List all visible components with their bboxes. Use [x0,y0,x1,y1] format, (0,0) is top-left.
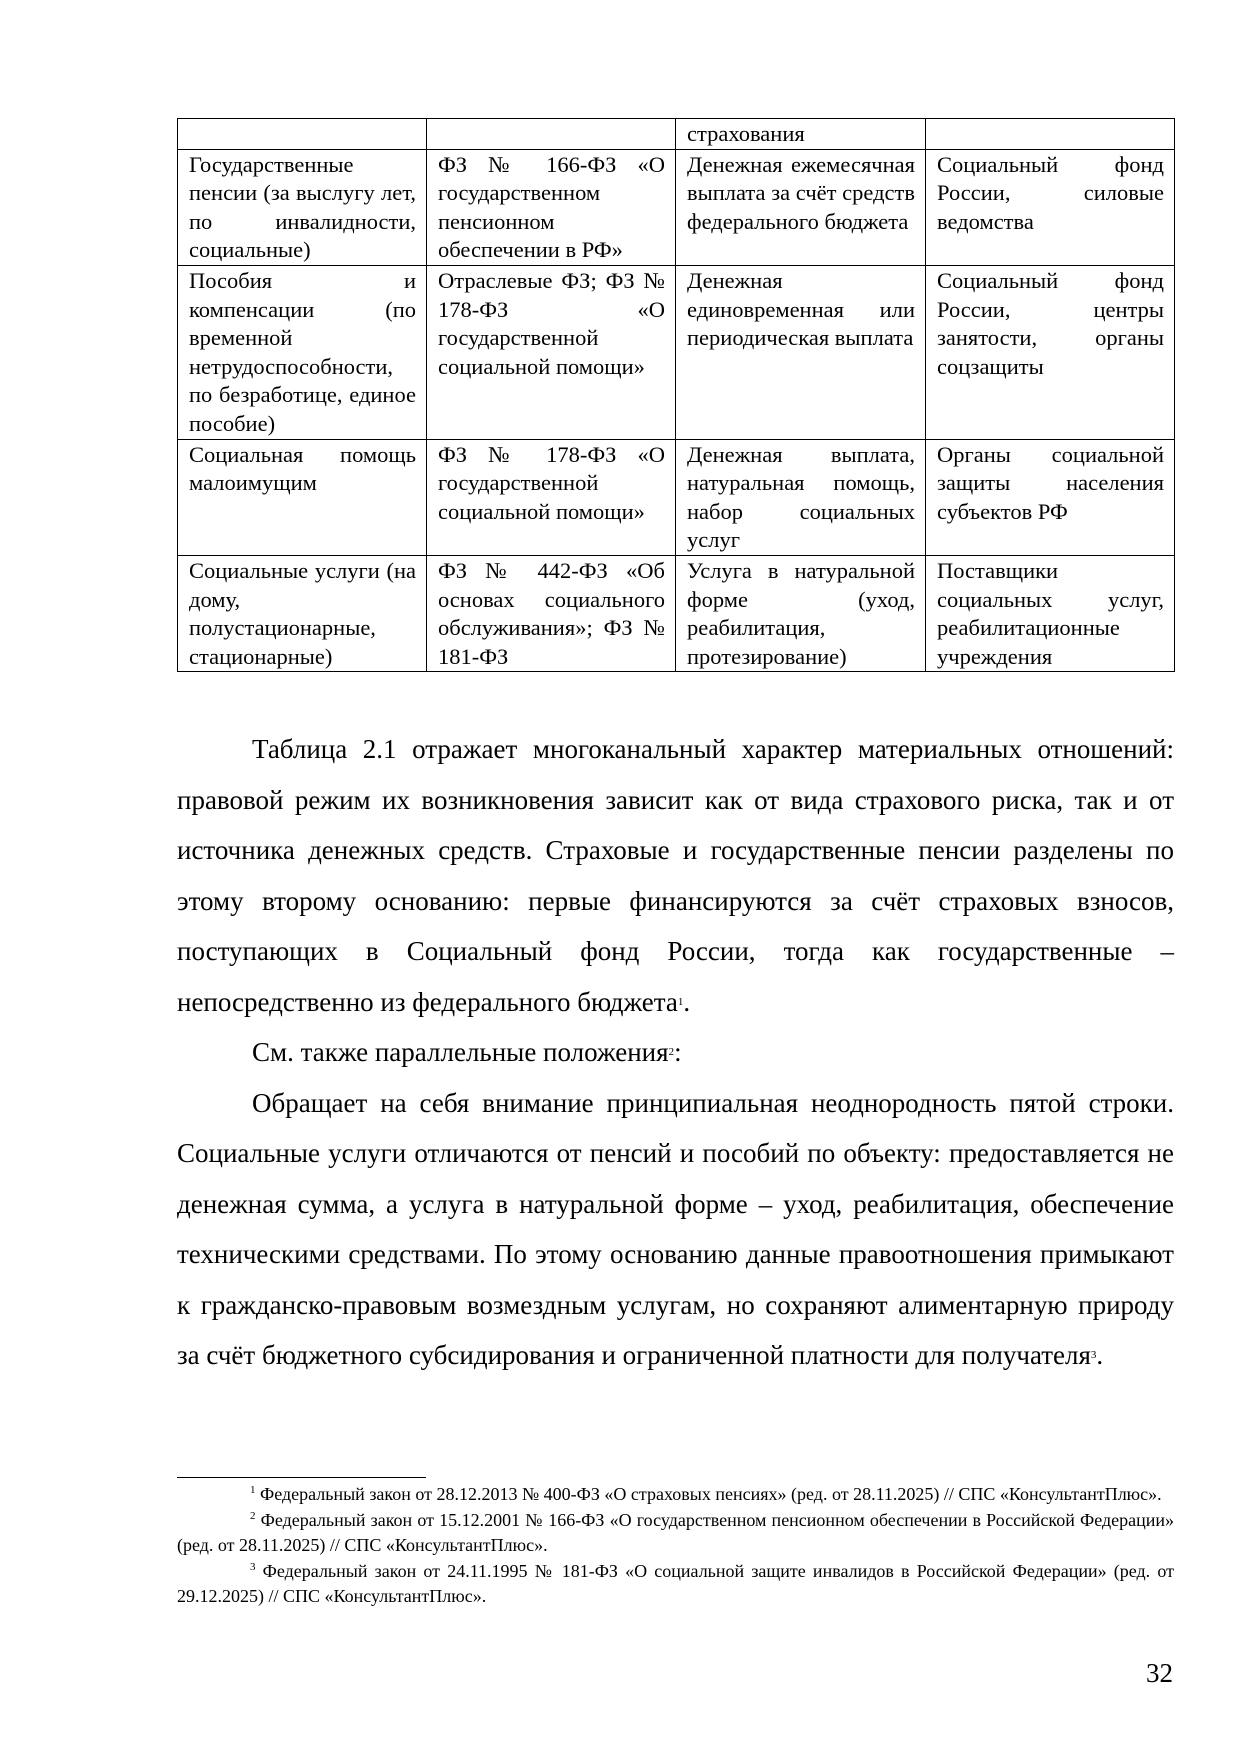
table-row [178,119,1175,150]
table-cell: Поставщики социальных услуг, реабилитационные учреждения [926,555,1175,671]
table-cell: Денежная ежемесячная выплата за счёт средств федерального бюджета [676,149,926,265]
table-cell: Денежная выплата, натуральная помощь, набор социальных услуг [676,439,926,555]
table-cell [926,119,1175,150]
benefits-table [177,118,1175,672]
table-cell [427,119,676,150]
table-cell: ФЗ № 442-ФЗ «Об основах социального обслуживания»; ФЗ № 181-ФЗ [427,555,676,671]
table-cell: Услуга в натуральной форме (уход, реабилитация, протезирование) [676,555,926,671]
table-cell: Социальные услуги (на дому, полустационарные, стационарные) [178,555,427,671]
table-cell: Государственные пенсии (за выслугу лет, по инвалидности, социальные) [178,149,427,265]
table-cell: Социальный фонд России, силовые ведомства [926,149,1175,265]
table-cell: Социальная помощь малоимущим [178,439,427,555]
table-cell: ФЗ № 178-ФЗ «О государственной социальной помощи» [427,439,676,555]
footnote-text: Федеральный закон от 28.12.2013 № 400-ФЗ «О страховых пенсиях» (ред. от 28.11.2025) // СПС «КонсультантПлюс». [255,1484,1162,1504]
table-cell: Социальный фонд России, центры занятости, органы соцзащиты [926,265,1175,439]
paragraph: Обращает на себя внимание принципиальная неоднородность пятой строки. Социальные услуги отличаются от пенсий и пособий по объекту: предоставляется не денежная сумма, а услуга в натуральной форме – уход, реабилитация, обеспечение техническими средствами. По этому основанию данные правоотношения примыкают к гражданско-правовым возмездным услугам, но сохраняют алиментарную природу за счёт бюджетного субсидирования и ограниченной платности для получателя$^3$. [177,1087,1174,1370]
table-cell: Денежная единовременная или периодическая выплата [676,265,926,439]
footnote-ref[interactable]: 2 [668,1046,675,1058]
paragraph-text: Обращает на себя внимание принципиальная неоднородность пятой строки. Социальные услуги отличаются от пенсий и пособий по объекту: предоставляется не денежная сумма, а услуга в натуральной форме – уход, реабилитация, обеспечение техническими средствами. По этому основанию данные правоотношения примыкают к гражданско-правовым возмездным услугам, но сохраняют алиментарную природу за счёт бюджетного субсидирования и ограниченной платности для получателя [177,1087,1174,1370]
footnote [177,1482,1174,1508]
table-cell: страхования [676,119,926,150]
footnote [177,1559,1174,1610]
footnote-ref[interactable]: 3 [1090,1349,1097,1361]
body-text [177,724,1174,1381]
table-cell: ФЗ № 166-ФЗ «О государственном пенсионном обеспечении в РФ» [427,149,676,265]
table-cell: Органы социальной защиты населения субъектов РФ [926,439,1175,555]
footnote [177,1508,1174,1559]
table-cell [178,119,427,150]
footnote-ref[interactable]: 1 [677,995,684,1008]
footnote-number: 3 [250,1560,256,1573]
table-cell: Отраслевые ФЗ; ФЗ № 178-ФЗ «О государственной социальной помощи» [427,265,676,439]
paragraph-text: Таблица 2.1 отражает многоканальный характер материальных отношений: правовой режим их возникновения зависит как от вида страхового риска, так и от источника денежных средств. Страховые и государственные пенсии разделены по этому второму основанию: первые финансируются за счёт страховых взносов, поступающих в Социальный фонд России, тогда как государственные – непосредственно из федерального бюджета [177,734,1174,1017]
table-row [178,555,1175,671]
paragraph-text: См. также параллельные положения [252,1037,669,1067]
footnotes [177,1482,1174,1610]
footnote-number: 1 [250,1484,256,1496]
footnote-text: Федеральный закон от 15.12.2001 № 166-ФЗ «О государственном пенсионном обеспечении в Российской Федерации» (ред. от 28.11.2025) // СПС «КонсультантПлюс». [177,1509,1174,1555]
page-number: 32 [1146,1658,1173,1688]
footnote-text: Федеральный закон от 24.11.1995 № 181-ФЗ «О социальной защите инвалидов в Российской Федерации» (ред. от 29.12.2025) // СПС «КонсультантПлюс». [177,1560,1174,1606]
table-cell: Пособия и компенсации (по временной нетрудоспособности, по безработице, единое пособие) [178,265,427,439]
table-row [178,149,1175,265]
footnote-number: 2 [250,1509,256,1522]
table-row [178,265,1175,439]
paragraph: Таблица 2.1 отражает многоканальный характер материальных отношений: правовой режим их возникновения зависит как от вида страхового риска, так и от источника денежных средств. Страховые и государственные пенсии разделены по этому второму основанию: первые финансируются за счёт страховых взносов, поступающих в Социальный фонд России, тогда как государственные – непосредственно из федерального бюджета$^1$. [177,734,1174,1017]
paragraph: См. также параллельные положения$^2$: [252,1037,682,1067]
footnote-separator [177,1477,426,1478]
table-row [178,439,1175,555]
